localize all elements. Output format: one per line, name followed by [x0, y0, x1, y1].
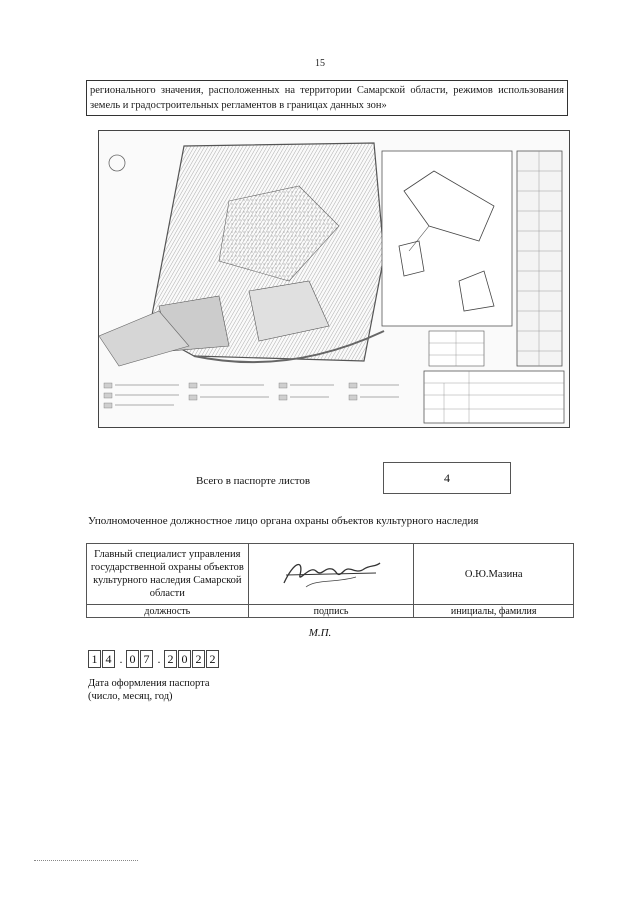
total-sheets-value: 4 [383, 462, 511, 494]
date-digit: 1 [88, 650, 101, 668]
handwritten-signature [276, 553, 386, 593]
date-separator: . [119, 652, 123, 666]
stamp-place-label: М.П. [308, 627, 332, 639]
date-digit: 7 [140, 650, 153, 668]
date-digit: 2 [164, 650, 177, 668]
signature-cell [248, 544, 414, 605]
caption-signature: подпись [248, 605, 414, 618]
page-number: 15 [315, 58, 325, 69]
total-sheets-label: Всего в паспорте листов [196, 475, 311, 487]
official-heading: Уполномоченное должностное лицо органа охраны объектов культурного наследия [88, 515, 479, 527]
name-cell [414, 544, 574, 605]
date-caption-line2: (число, месяц, год) [88, 691, 173, 702]
caption-name: инициалы, фамилия [414, 605, 574, 618]
date-caption-line1: Дата оформления паспорта [88, 678, 210, 689]
date-digit: 4 [102, 650, 115, 668]
official-position: Главный специалист управления государственной охраны объектов культурного наследия Самарской области [90, 549, 244, 599]
map-image [98, 130, 570, 428]
position-cell [87, 544, 249, 605]
intro-paragraph: регионального значения, расположенных на территории Самарской области, режимов использования земель и градостроительных регламентов в границах данных зон» [86, 80, 568, 116]
date-caption [88, 677, 209, 703]
date-digit: 0 [178, 650, 191, 668]
caption-position: должность [87, 605, 249, 618]
date-separator: . [157, 652, 161, 666]
date-cells [88, 650, 220, 668]
date-digit: 2 [192, 650, 205, 668]
signature-table [86, 543, 574, 618]
date-digit: 0 [126, 650, 139, 668]
footer-divider [34, 860, 138, 861]
date-digit: 2 [206, 650, 219, 668]
official-name: О.Ю.Мазина [464, 568, 523, 580]
